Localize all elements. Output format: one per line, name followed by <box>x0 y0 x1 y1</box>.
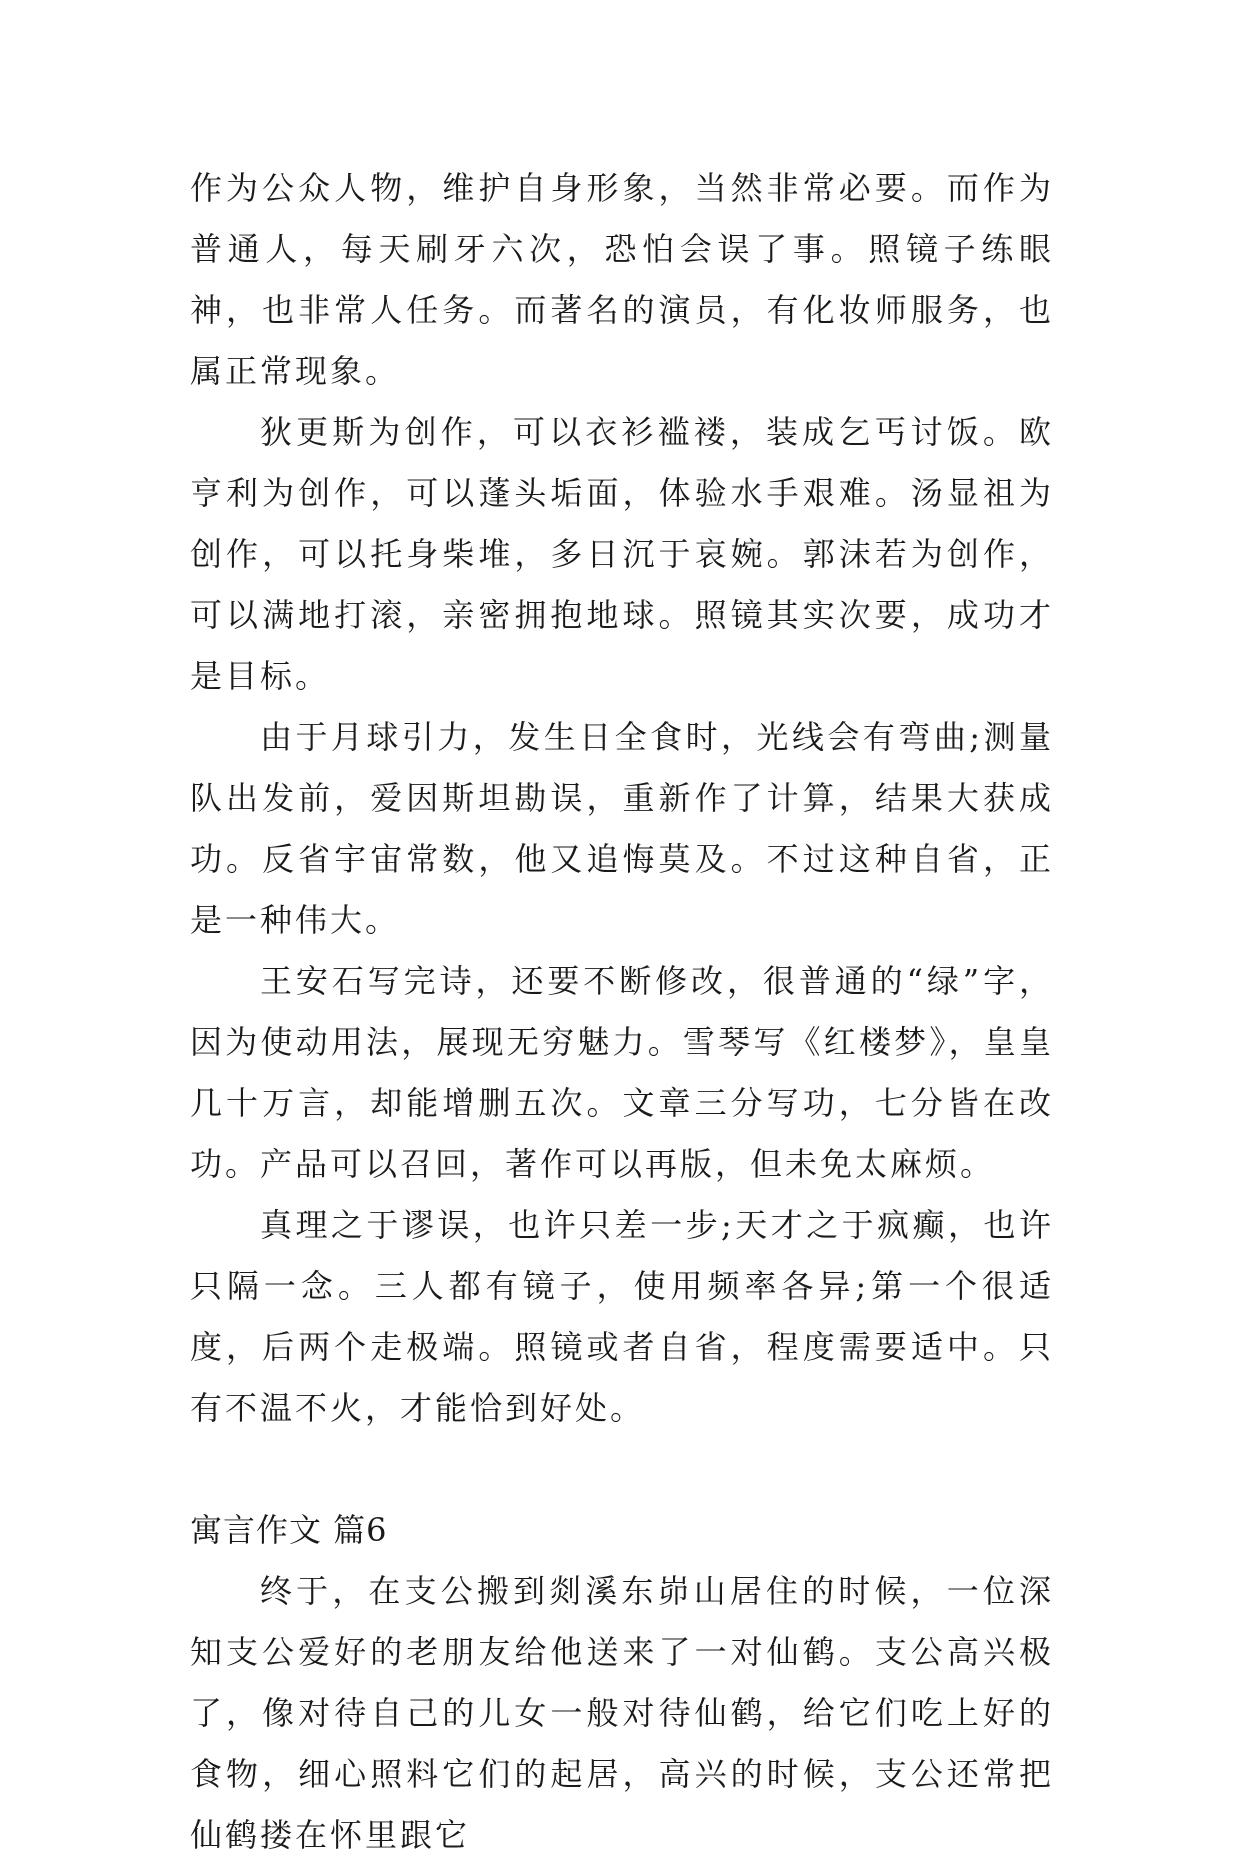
paragraph: 终于，在支公搬到剡溪东峁山居住的时候，一位深知支公爱好的老朋友给他送来了一对仙鹤。支公高兴极了，像对待自己的儿女一般对待仙鹤，给它们吃上好的食物，细心照料它们的起居，高兴的时候，支公还常把仙鹤搂在怀里跟它 <box>190 1572 1054 1854</box>
paragraph: 作为公众人物，维护自身形象，当然非常必要。而作为普通人，每天刷牙六次，恐怕会误了事。照镜子练眼神，也非常人任务。而著名的演员，有化妆师服务，也属正常现象。 <box>190 169 1054 390</box>
paragraph: 王安石写完诗，还要不断修改，很普通的“绿”字，因为使动用法，展现无穷魅力。雪琴写《红楼梦》，皇皇几十万言，却能增删五次。文章三分写功，七分皆在改功。产品可以召回，著作可以再版，但未免太麻烦。 <box>190 962 1054 1183</box>
document-body <box>190 158 1054 1866</box>
paragraph: 真理之于谬误，也许只差一步;天才之于疯癫，也许只隔一念。三人都有镜子，使用频率各异;第一个很适度，后两个走极端。照镜或者自省，程度需要适中。只有不温不火，才能恰到好处。 <box>190 1206 1054 1427</box>
section-heading: 寓言作文 篇6 <box>190 1511 388 1549</box>
paragraph: 狄更斯为创作，可以衣衫褴褛，装成乞丐讨饭。欧亨利为创作，可以蓬头垢面，体验水手艰难。汤显祖为创作，可以托身柴堆，多日沉于哀婉。郭沫若为创作，可以满地打滚，亲密拥抱地球。照镜其实次要，成功才是目标。 <box>190 413 1054 695</box>
paragraph: 由于月球引力，发生日全食时，光线会有弯曲;测量队出发前，爱因斯坦勘误，重新作了计算，结果大获成功。反省宇宙常数，他又追悔莫及。不过这种自省，正是一种伟大。 <box>190 718 1054 939</box>
